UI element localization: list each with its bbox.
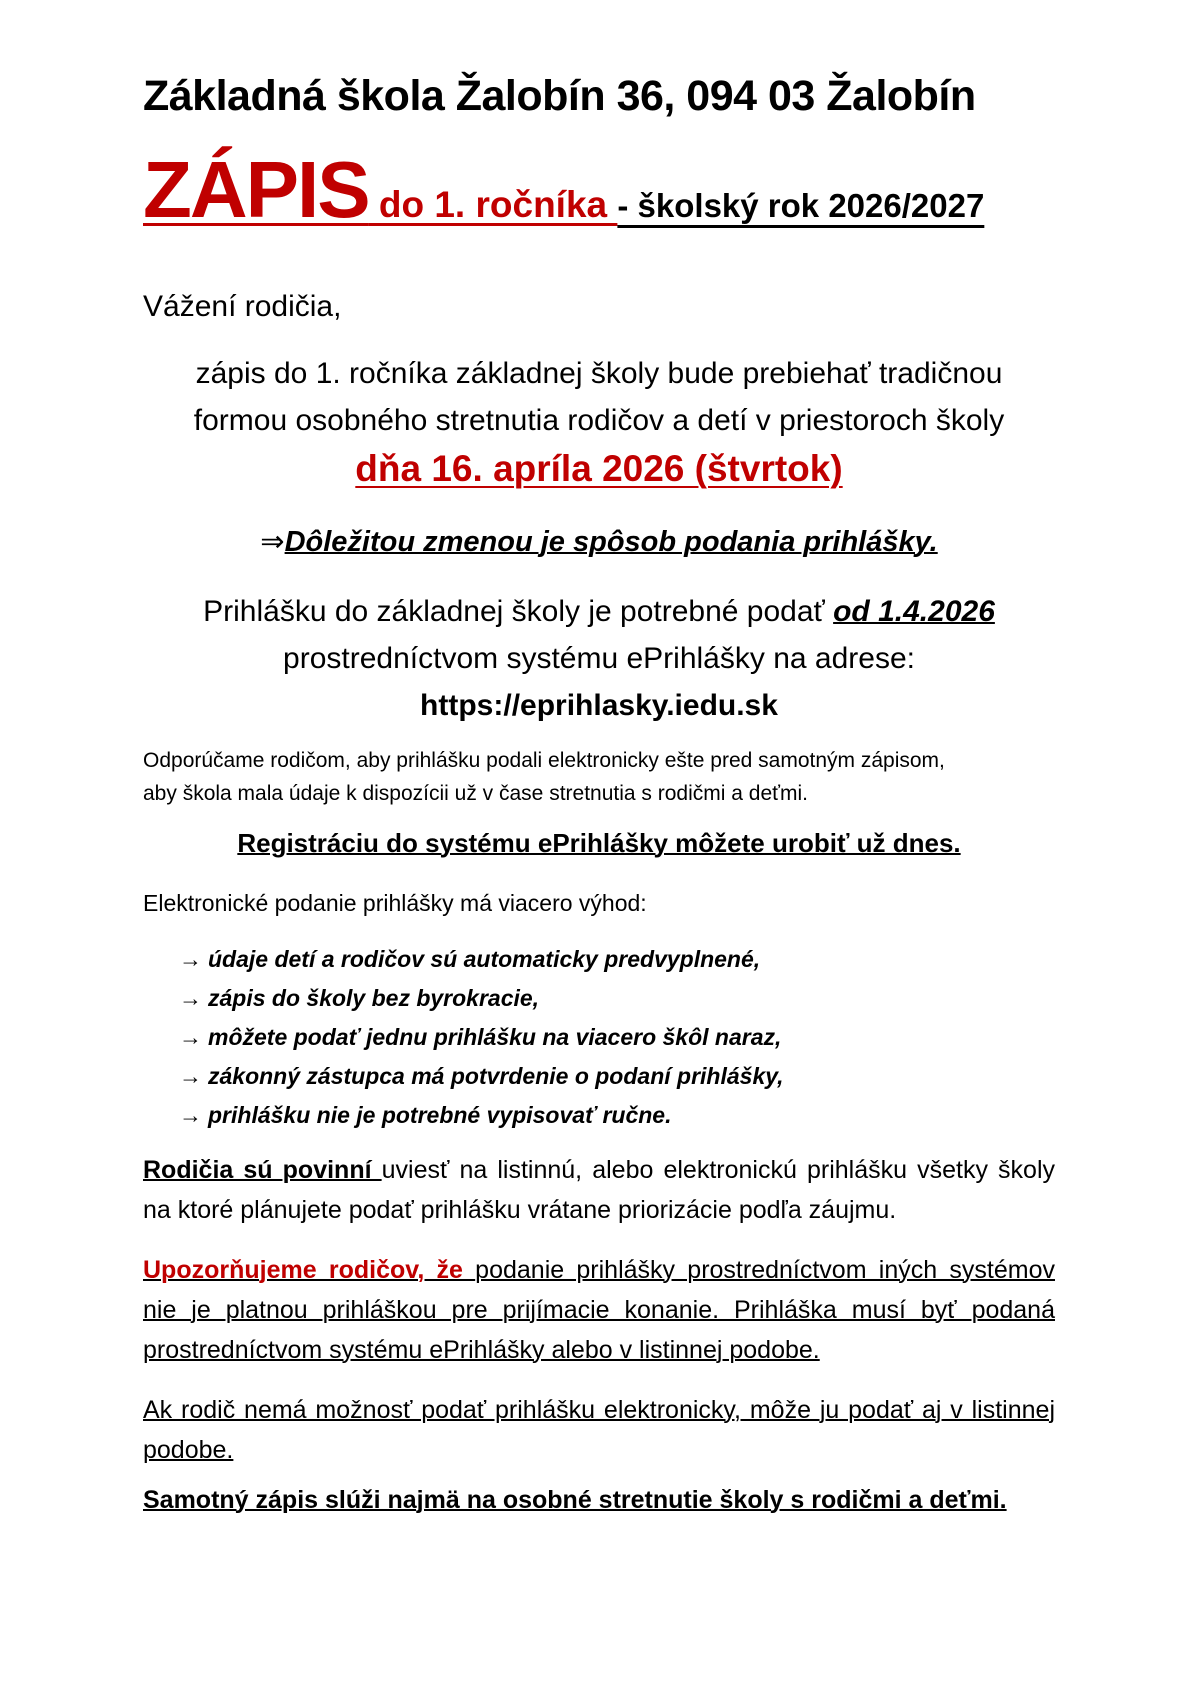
warning-paragraph <box>143 1250 1055 1370</box>
submission-text: Prihlášku do základnej školy je potrebné podať <box>203 595 834 628</box>
title-red-part <box>143 145 618 234</box>
arrow-right-icon: → <box>179 985 202 1011</box>
arrow-right-icon: → <box>179 946 202 972</box>
intro-paragraph <box>143 350 1055 444</box>
title-school-year: - školský rok 2026/2027 <box>617 187 985 224</box>
advantage-text: údaje detí a rodičov sú automaticky predvyplnené, <box>208 946 761 972</box>
paper-option-paragraph: Ak rodič nemá možnosť podať prihlášku elektronicky, môže ju podať aj v listinnej podobe. <box>143 1396 1055 1464</box>
obligation-lead: Rodičia sú povinní <box>143 1156 382 1184</box>
obligation-paragraph <box>143 1150 1055 1230</box>
enrollment-date-text: dňa 16. apríla 2026 (štvrtok) <box>355 448 843 489</box>
salutation: Vážení rodičia, <box>143 290 342 323</box>
list-item <box>179 1057 784 1096</box>
important-change <box>143 524 1055 559</box>
list-item <box>179 1018 784 1057</box>
double-arrow-icon: ⇒ <box>260 526 285 558</box>
submission-date: od 1.4.2026 <box>833 595 995 628</box>
advantage-text: zákonný zástupca má potvrdenie o podaní prihlášky, <box>208 1063 784 1089</box>
title-zapis: ZÁPIS <box>143 145 369 234</box>
closing-paragraph <box>143 1480 1055 1520</box>
registration-note <box>143 828 1055 859</box>
advantage-text: prihlášku nie je potrebné vypisovať ručne. <box>208 1102 672 1128</box>
arrow-right-icon: → <box>179 1063 202 1089</box>
submission-line-2: prostredníctvom systému ePrihlášky na adrese: <box>283 642 915 675</box>
list-item <box>179 979 784 1018</box>
enrollment-title <box>143 145 985 234</box>
advantages-list <box>179 940 784 1135</box>
list-item <box>179 940 784 979</box>
recommendation-line-2: aby škola mala údaje k dispozícii už v čase stretnutia s rodičmi a deťmi. <box>143 782 808 805</box>
list-item <box>179 1096 784 1135</box>
important-change-text: Dôležitou zmenou je spôsob podania prihlášky. <box>284 526 938 558</box>
enrollment-date <box>143 448 1055 490</box>
recommendation-line-1: Odporúčame rodičom, aby prihlášku podali elektronicky ešte pred samotným zápisom, <box>143 749 945 772</box>
eprihlasky-url-link[interactable]: https://eprihlasky.iedu.sk <box>420 689 778 722</box>
recommendation-paragraph <box>143 744 1055 810</box>
submission-info <box>143 588 1055 729</box>
advantage-text: zápis do školy bez byrokracie, <box>208 985 540 1011</box>
advantage-text: môžete podať jednu prihlášku na viacero škôl naraz, <box>208 1024 782 1050</box>
warning-lead: Upozorňujeme rodičov, že <box>143 1256 476 1284</box>
title-grade: do 1. ročníka <box>368 184 618 225</box>
arrow-right-icon: → <box>179 1102 202 1128</box>
registration-text: Registráciu do systému ePrihlášky môžete urobiť už dnes. <box>237 828 961 858</box>
school-address-heading: Základná škola Žalobín 36, 094 03 Žalobín <box>143 72 976 120</box>
submission-line-1 <box>143 588 1055 635</box>
obligation-text: uviesť na listinnú, alebo elektronickú prihlášku všetky školy na ktoré plánujete podať prihlášku vrátane priorizácie podľa záujmu. <box>143 1156 1055 1224</box>
intro-line-1: zápis do 1. ročníka základnej školy bude prebiehať tradičnou <box>195 357 1003 390</box>
arrow-right-icon: → <box>179 1024 202 1050</box>
closing-text: Samotný zápis slúži najmä na osobné stretnutie školy s rodičmi a deťmi. <box>143 1486 1007 1514</box>
advantages-intro: Elektronické podanie prihlášky má viacero výhod: <box>143 890 647 916</box>
intro-line-2: formou osobného stretnutia rodičov a detí v priestoroch školy <box>193 404 1005 437</box>
warning-text: podanie prihlášky prostredníctvom iných systémov nie je platnou prihláškou pre prijímacie konanie. Prihláška musí byť podaná prostredníctvom systému ePrihlášky alebo v listinnej podobe. <box>143 1256 1055 1364</box>
